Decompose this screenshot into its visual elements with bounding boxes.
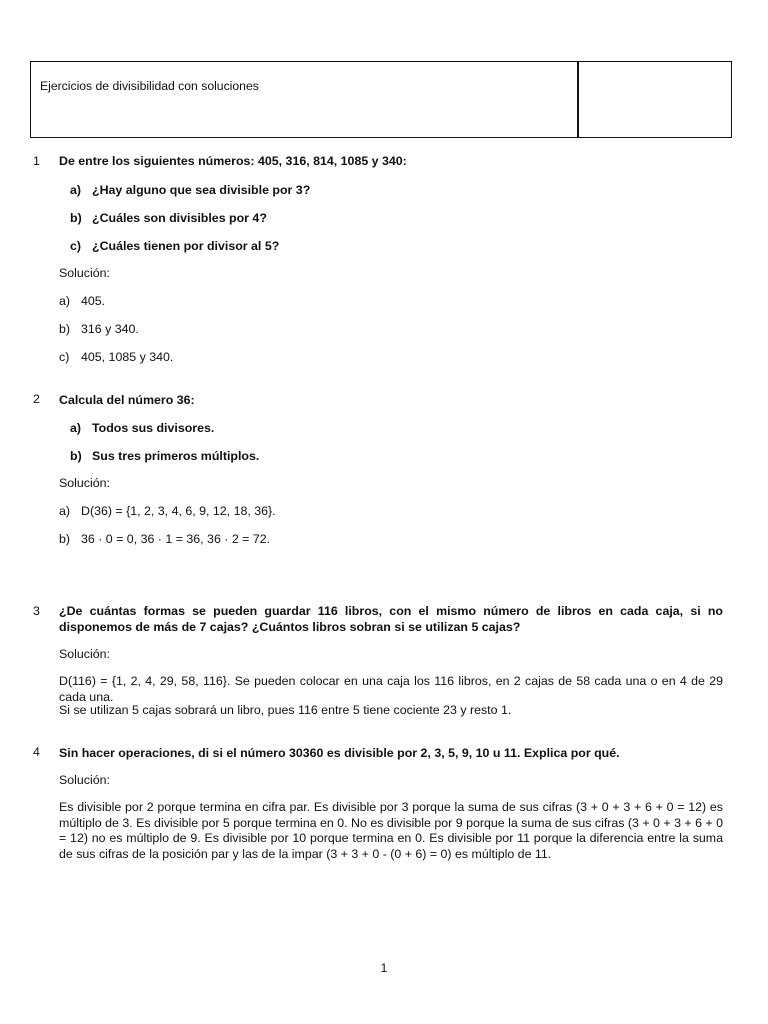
answer-text: 316 y 340. — [81, 322, 139, 336]
answer-letter: b) — [59, 532, 71, 546]
question-1-item-c — [70, 239, 279, 253]
question-3-number: 3 — [33, 604, 40, 618]
item-text: ¿Cuáles son divisibles por 4? — [92, 211, 267, 225]
header-box — [30, 61, 732, 138]
item-text: Sus tres primeros múltiplos. — [92, 449, 260, 463]
item-letter: a) — [70, 421, 82, 435]
item-letter: b) — [70, 449, 82, 463]
question-3-answer-paragraph-1: D(116) = {1, 2, 4, 29, 58, 116}. Se pueden colocar en una caja los 116 libros, en 2 cajas de 58 cada una o en 4 de 29 cada una. — [59, 674, 723, 704]
answer-letter: c) — [59, 350, 70, 364]
item-letter: c) — [70, 239, 82, 253]
header-divider — [577, 62, 579, 137]
item-text: ¿Cuáles tienen por divisor al 5? — [92, 239, 280, 253]
page-number: 1 — [380, 961, 388, 975]
question-2-statement: Calcula del número 36: — [59, 393, 195, 407]
question-1-answer-c — [59, 350, 173, 364]
question-1-number: 1 — [33, 154, 40, 168]
item-text: Todos sus divisores. — [92, 421, 215, 435]
answer-text: 405, 1085 y 340. — [81, 350, 174, 364]
question-3-statement: ¿De cuántas formas se pueden guardar 116 libros, con el mismo número de libros en cada caja, si no disponemos de más de 7 cajas? ¿Cuántos libros sobran si se utilizan 5 cajas? — [59, 604, 723, 634]
question-1-answer-b — [59, 322, 139, 336]
question-3-answer-paragraph-2: Si se utilizan 5 cajas sobrará un libro, pues 116 entre 5 tiene cociente 23 y resto 1. — [59, 703, 512, 717]
question-1-item-b — [70, 211, 267, 225]
answer-text: 36 · 0 = 0, 36 · 1 = 36, 36 · 2 = 72. — [81, 532, 271, 546]
question-1-item-a — [70, 183, 310, 197]
question-4-statement: Sin hacer operaciones, di si el número 30360 es divisible por 2, 3, 5, 9, 10 u 11. Explica por qué. — [59, 746, 620, 760]
question-4-answer: Es divisible por 2 porque termina en cifra par. Es divisible por 3 porque la suma de sus cifras (3 + 0 + 3 + 6 + 0 = 12) es múltiplo de 3. Es divisible por 5 porque termina en 0. No es divisible por 9 porque la suma de sus cifras (3 + 0 + 3 + 6 + 0 = 12) no es múltiplo de 9. Es divisible por 10 porque termina en 0. Es divisible por 11 porque la diferencia entre la suma de sus cifras de la posición par y las de la impar (3 + 3 + 0 - (0 + 6) = 0) es múltiplo de 11. — [59, 800, 723, 861]
answer-letter: a) — [59, 504, 71, 518]
document-title: Ejercicios de divisibilidad con soluciones — [40, 79, 259, 93]
question-2-answer-a — [59, 504, 276, 518]
question-1-solution-label: Solución: — [59, 266, 110, 280]
question-1-answer-a — [59, 294, 105, 308]
item-letter: b) — [70, 211, 82, 225]
item-letter: a) — [70, 183, 82, 197]
question-2-item-b — [70, 449, 259, 463]
answer-letter: a) — [59, 294, 71, 308]
answer-letter: b) — [59, 322, 71, 336]
question-2-solution-label: Solución: — [59, 476, 110, 490]
item-text: ¿Hay alguno que sea divisible por 3? — [92, 183, 311, 197]
question-2-item-a — [70, 421, 214, 435]
answer-text: 405. — [81, 294, 106, 308]
question-4-solution-label: Solución: — [59, 773, 110, 787]
answer-text: D(36) = {1, 2, 3, 4, 6, 9, 12, 18, 36}. — [81, 504, 276, 518]
question-2-answer-b — [59, 532, 270, 546]
question-2-number: 2 — [33, 392, 40, 406]
question-4-number: 4 — [33, 745, 40, 759]
question-1-statement: De entre los siguientes números: 405, 316, 814, 1085 y 340: — [59, 154, 407, 168]
question-3-solution-label: Solución: — [59, 647, 110, 661]
